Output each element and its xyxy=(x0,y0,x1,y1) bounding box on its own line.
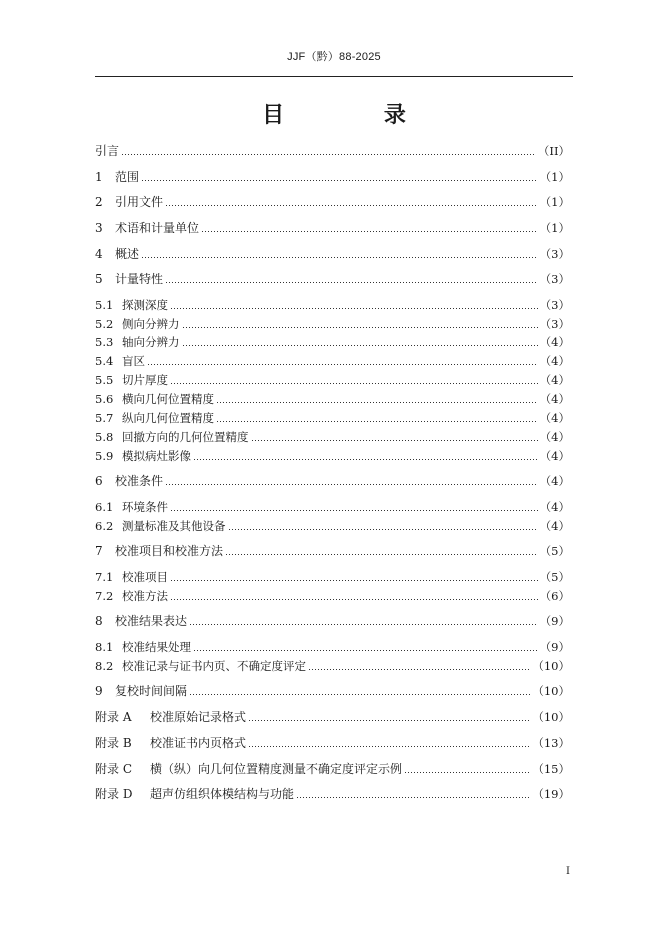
toc-entry-number: 5.4 xyxy=(95,354,114,368)
dot-leader xyxy=(216,421,538,422)
dot-leader xyxy=(193,650,538,651)
toc-entry-title: 校准结果处理 xyxy=(122,640,191,654)
toc-entry[interactable] xyxy=(95,682,570,700)
dot-leader xyxy=(141,180,538,181)
toc-entry-page: （4） xyxy=(539,449,570,463)
toc-entry-title: 侧向分辨力 xyxy=(122,317,180,331)
toc-entry-title: 校准项目和校准方法 xyxy=(115,544,224,558)
dot-leader xyxy=(216,402,538,403)
toc-entry-title: 切片厚度 xyxy=(122,373,168,387)
toc-entry-number: 5.3 xyxy=(95,335,114,349)
toc-entry-title: 纵向几何位置精度 xyxy=(122,411,214,425)
dot-leader xyxy=(147,364,538,365)
toc-entry-page: （3） xyxy=(539,298,570,312)
dot-leader xyxy=(165,205,538,206)
toc-entry-number: 5.5 xyxy=(95,373,114,387)
toc-entry-title: 计量特性 xyxy=(115,272,164,286)
dot-leader xyxy=(228,529,538,530)
toc-entry-number: 附录 A xyxy=(95,710,132,724)
toc-entry-page: （9） xyxy=(539,614,570,628)
toc-entry-number: 5.6 xyxy=(95,392,114,406)
toc-entry-title: 引用文件 xyxy=(115,195,164,209)
toc-entry[interactable] xyxy=(95,296,570,314)
toc-entry[interactable] xyxy=(95,315,570,333)
toc-entry-number: 8 xyxy=(95,614,103,628)
toc-entry-page: （4） xyxy=(539,519,570,533)
toc-entry[interactable] xyxy=(95,568,570,586)
toc-entry-page: （4） xyxy=(539,500,570,514)
toc-entry-page: （4） xyxy=(539,411,570,425)
toc-entry-page: （1） xyxy=(539,195,570,209)
toc-entry-page: （1） xyxy=(539,221,570,235)
toc-entry-page: （3） xyxy=(539,317,570,331)
toc-entry[interactable] xyxy=(95,498,570,516)
dot-leader xyxy=(248,746,530,747)
toc-entry-page: （4） xyxy=(539,373,570,387)
toc-entry-page: （9） xyxy=(539,640,570,654)
toc-entry[interactable] xyxy=(95,270,570,288)
toc-entry-number: 附录 B xyxy=(95,736,132,750)
toc-entry[interactable] xyxy=(95,785,570,803)
dot-leader xyxy=(170,308,538,309)
toc-entry-number: 2 xyxy=(95,195,103,209)
toc-entry-title: 校准结果表达 xyxy=(115,614,188,628)
toc-entry-page: （10） xyxy=(532,659,570,673)
toc-entry[interactable] xyxy=(95,734,570,752)
toc-entry[interactable] xyxy=(95,472,570,490)
toc-entry-page: （10） xyxy=(532,684,570,698)
toc-entry-title: 校准项目 xyxy=(122,570,168,584)
toc-entry-number: 附录 D xyxy=(95,787,133,801)
toc-entry-number: 4 xyxy=(95,247,103,261)
dot-leader xyxy=(308,669,530,670)
toc-entry[interactable] xyxy=(95,193,570,211)
toc-entry-page: （10） xyxy=(532,710,570,724)
toc-entry[interactable] xyxy=(95,517,570,535)
dot-leader xyxy=(251,440,538,441)
toc-entry-number: 7.2 xyxy=(95,589,114,603)
toc-entry-page: （5） xyxy=(539,544,570,558)
dot-leader xyxy=(141,257,538,258)
toc-entry[interactable] xyxy=(95,333,570,351)
toc-entry-page: （5） xyxy=(539,570,570,584)
toc-entry-title: 校准证书内页格式 xyxy=(150,736,247,750)
toc-entry-number: 5.9 xyxy=(95,449,114,463)
toc-entry[interactable] xyxy=(95,447,570,465)
toc-entry-number: 6.2 xyxy=(95,519,114,533)
dot-leader xyxy=(121,154,536,155)
toc-entry-title: 探测深度 xyxy=(122,298,168,312)
toc-entry-title: 超声仿组织体模结构与功能 xyxy=(150,787,295,801)
toc-entry-number: 7 xyxy=(95,544,103,558)
toc-entry-number: 5.8 xyxy=(95,430,114,444)
toc-entry-number: 附录 C xyxy=(95,762,132,776)
toc-entry-title: 校准记录与证书内页、不确定度评定 xyxy=(122,659,306,673)
toc-entry-title: 盲区 xyxy=(122,354,145,368)
dot-leader xyxy=(189,694,530,695)
toc-entry-page: （4） xyxy=(539,430,570,444)
toc-entry-title: 环境条件 xyxy=(122,500,168,514)
toc-entry[interactable] xyxy=(95,612,570,630)
toc-entry-title: 校准条件 xyxy=(115,474,164,488)
toc-entry-number: 5.2 xyxy=(95,317,114,331)
dot-leader xyxy=(182,327,538,328)
dot-leader xyxy=(165,282,538,283)
dot-leader xyxy=(170,510,538,511)
toc-entry-page: （6） xyxy=(539,589,570,603)
toc-entry-number: 7.1 xyxy=(95,570,114,584)
toc-entry-title: 回撤方向的几何位置精度 xyxy=(122,430,249,444)
toc-entry-number: 5.1 xyxy=(95,298,114,312)
toc-entry[interactable] xyxy=(95,245,570,263)
toc-entry[interactable] xyxy=(95,542,570,560)
toc-entry-title: 复校时间间隔 xyxy=(115,684,188,698)
dot-leader xyxy=(193,459,538,460)
toc-entry[interactable] xyxy=(95,587,570,605)
page-title: 目 录 xyxy=(262,103,452,128)
toc-entry-page: （13） xyxy=(532,736,570,750)
toc-entry-page: （19） xyxy=(532,787,570,801)
toc-entry-number: 5.7 xyxy=(95,411,114,425)
toc-entry[interactable] xyxy=(95,168,570,186)
toc-entry-page: （4） xyxy=(539,354,570,368)
toc-entry-title: 概述 xyxy=(115,247,140,261)
dot-leader xyxy=(225,554,538,555)
dot-leader xyxy=(170,580,538,581)
toc-entry-title: 引言 xyxy=(95,144,120,158)
toc-entry-page: （4） xyxy=(539,392,570,406)
toc-entry[interactable] xyxy=(95,657,570,675)
page-number: I xyxy=(566,866,570,877)
toc-entry-title: 测量标准及其他设备 xyxy=(122,519,226,533)
toc-entry-number: 1 xyxy=(95,170,103,184)
dot-leader xyxy=(170,599,538,600)
toc-entry-title: 横（纵）向几何位置精度测量不确定度评定示例 xyxy=(150,762,403,776)
toc-entry-page: （II） xyxy=(537,144,570,158)
dot-leader xyxy=(189,624,538,625)
toc-entry-title: 术语和计量单位 xyxy=(115,221,200,235)
dot-leader xyxy=(404,772,530,773)
dot-leader xyxy=(201,231,538,232)
toc-entry-title: 校准方法 xyxy=(122,589,168,603)
toc-entry-number: 3 xyxy=(95,221,103,235)
toc-entry[interactable] xyxy=(95,142,570,160)
toc-entry[interactable] xyxy=(95,760,570,778)
toc-entry-page: （3） xyxy=(539,272,570,286)
dot-leader xyxy=(296,797,530,798)
toc-entry-page: （4） xyxy=(539,335,570,349)
dot-leader xyxy=(182,345,538,346)
toc-entry-number: 8.2 xyxy=(95,659,114,673)
toc-entry-number: 9 xyxy=(95,684,103,698)
toc-entry-page: （3） xyxy=(539,247,570,261)
toc-entry[interactable] xyxy=(95,352,570,370)
toc-entry[interactable] xyxy=(95,219,570,237)
toc-entry-page: （15） xyxy=(532,762,570,776)
toc-entry[interactable] xyxy=(95,371,570,389)
toc-entry-number: 8.1 xyxy=(95,640,114,654)
toc-entry-title: 范围 xyxy=(115,170,140,184)
toc-entry[interactable] xyxy=(95,428,570,446)
toc-entry[interactable] xyxy=(95,638,570,656)
document-code-header: JJF（黔）88-2025 xyxy=(287,51,381,63)
toc-entry-title: 校准原始记录格式 xyxy=(150,710,247,724)
toc-entry-title: 轴向分辨力 xyxy=(122,335,180,349)
toc-entry-title: 模拟病灶影像 xyxy=(122,449,191,463)
toc-entry[interactable] xyxy=(95,708,570,726)
dot-leader xyxy=(248,720,530,721)
toc-entry-number: 5 xyxy=(95,272,103,286)
header-divider xyxy=(95,76,573,77)
toc-entry-number: 6.1 xyxy=(95,500,114,514)
dot-leader xyxy=(165,484,538,485)
toc-entry-page: （1） xyxy=(539,170,570,184)
toc-entry-number: 6 xyxy=(95,474,103,488)
toc-entry[interactable] xyxy=(95,390,570,408)
dot-leader xyxy=(170,383,538,384)
toc-entry[interactable] xyxy=(95,409,570,427)
toc-entry-title: 横向几何位置精度 xyxy=(122,392,214,406)
toc-entry-page: （4） xyxy=(539,474,570,488)
